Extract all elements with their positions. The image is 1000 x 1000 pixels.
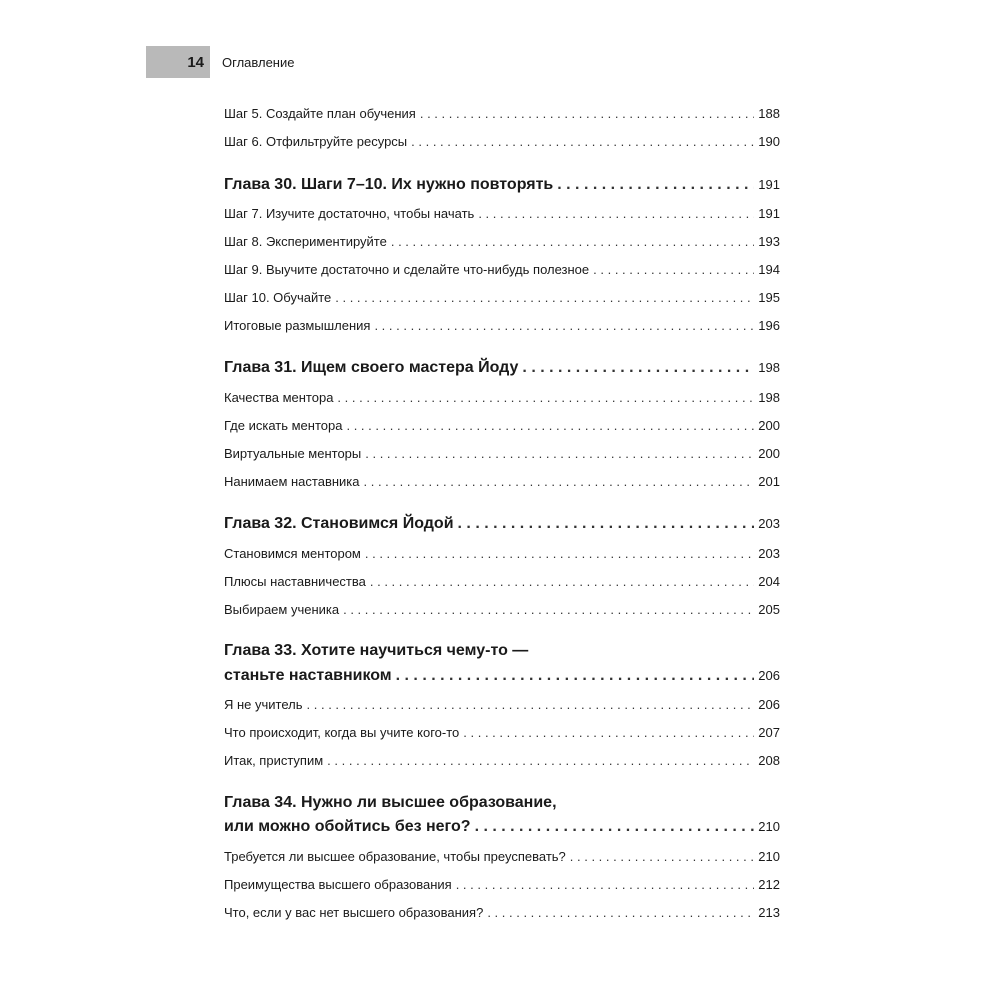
toc-entry-title: Шаг 6. Отфильтруйте ресурсы bbox=[224, 134, 408, 149]
toc-entry bbox=[224, 474, 780, 489]
toc-entry bbox=[224, 574, 780, 589]
toc-entry-title: Шаг 9. Выучите достаточно и сделайте что-нибудь полезное bbox=[224, 262, 590, 277]
toc-entry-title: Становимся ментором bbox=[224, 546, 361, 561]
toc-entry bbox=[224, 206, 780, 221]
leader-dots bbox=[370, 574, 754, 589]
toc-entry-title: Итоговые размышления bbox=[224, 318, 371, 333]
toc-entry-page: 196 bbox=[758, 318, 780, 333]
toc-chapter bbox=[224, 176, 780, 194]
toc-entry-page: 198 bbox=[758, 390, 780, 405]
leader-dots bbox=[463, 725, 754, 740]
toc-entry-title: Выбираем ученика bbox=[224, 602, 340, 617]
leader-dots bbox=[365, 446, 754, 461]
toc-entry-page: 201 bbox=[758, 474, 780, 489]
toc-chapter-title-line1: Глава 34. Нужно ли высшее образование, bbox=[224, 794, 557, 811]
toc-entry-page: 205 bbox=[758, 602, 780, 617]
leader-dots bbox=[364, 474, 755, 489]
toc-chapter bbox=[224, 359, 780, 377]
toc-entry-page: 188 bbox=[758, 106, 780, 121]
toc-entry-title: Итак, приступим bbox=[224, 753, 324, 768]
toc-entry bbox=[224, 905, 780, 920]
toc-chapter-page: 206 bbox=[758, 668, 780, 683]
toc-chapter-title: Глава 31. Ищем своего мастера Йоду bbox=[224, 359, 519, 376]
toc-entry-page: 207 bbox=[758, 725, 780, 740]
toc-entry-page: 208 bbox=[758, 753, 780, 768]
toc-entry-page: 195 bbox=[758, 290, 780, 305]
toc-chapter-title: Глава 32. Становимся Йодой bbox=[224, 515, 454, 532]
toc-chapter-page: 191 bbox=[758, 177, 780, 192]
toc-entry bbox=[224, 290, 780, 305]
leader-dots bbox=[593, 262, 754, 277]
leader-dots bbox=[522, 359, 754, 377]
toc-entry-title: Что, если у вас нет высшего образования? bbox=[224, 905, 484, 920]
leader-dots bbox=[411, 134, 754, 149]
leader-dots bbox=[335, 290, 754, 305]
leader-dots bbox=[570, 849, 755, 864]
leader-dots bbox=[337, 390, 754, 405]
toc-entry-page: 206 bbox=[758, 697, 780, 712]
leader-dots bbox=[307, 697, 755, 712]
toc-entry-page: 204 bbox=[758, 574, 780, 589]
leader-dots bbox=[327, 753, 754, 768]
toc-chapter bbox=[224, 818, 780, 836]
leader-dots bbox=[458, 515, 755, 533]
toc-entry-title: Шаг 8. Экспериментируйте bbox=[224, 234, 387, 249]
leader-dots bbox=[391, 234, 754, 249]
toc-entry bbox=[224, 418, 780, 433]
toc-chapter-title: станьте наставником bbox=[224, 667, 392, 684]
leader-dots bbox=[557, 176, 754, 194]
toc-entry bbox=[224, 546, 780, 561]
toc-entry-page: 212 bbox=[758, 877, 780, 892]
toc-chapter bbox=[224, 515, 780, 533]
toc-entry-title: Виртуальные менторы bbox=[224, 446, 362, 461]
toc-entry-title: Преимущества высшего образования bbox=[224, 877, 452, 892]
toc-chapter-title: Глава 30. Шаги 7–10. Их нужно повторять bbox=[224, 176, 554, 193]
leader-dots bbox=[456, 877, 755, 892]
toc-entry-page: 213 bbox=[758, 905, 780, 920]
toc-entry-title: Требуется ли высшее образование, чтобы преуспевать? bbox=[224, 849, 566, 864]
toc-entry bbox=[224, 849, 780, 864]
leader-dots bbox=[475, 818, 755, 836]
toc-entry-title: Где искать ментора bbox=[224, 418, 343, 433]
toc-entry-title: Что происходит, когда вы учите кого-то bbox=[224, 725, 460, 740]
toc-entry bbox=[224, 753, 780, 768]
toc-entry-title: Нанимаем наставника bbox=[224, 474, 360, 489]
toc-chapter-title-line1: Глава 33. Хотите научиться чему-то — bbox=[224, 642, 529, 659]
leader-dots bbox=[346, 418, 754, 433]
toc-entry-page: 200 bbox=[758, 446, 780, 461]
page-number-box bbox=[146, 46, 210, 78]
toc-entry-title: Шаг 5. Создайте план обучения bbox=[224, 106, 416, 121]
toc-entry-title: Качества ментора bbox=[224, 390, 334, 405]
toc-entry bbox=[224, 234, 780, 249]
toc-entry bbox=[224, 134, 780, 149]
toc-entry bbox=[224, 725, 780, 740]
toc-entry-page: 194 bbox=[758, 262, 780, 277]
toc-entry bbox=[224, 446, 780, 461]
leader-dots bbox=[374, 318, 754, 333]
toc-entry-title: Шаг 7. Изучите достаточно, чтобы начать bbox=[224, 206, 475, 221]
toc-entry-page: 191 bbox=[758, 206, 780, 221]
leader-dots bbox=[487, 905, 754, 920]
toc-chapter-page: 210 bbox=[758, 819, 780, 834]
toc-entry-page: 203 bbox=[758, 546, 780, 561]
page-header bbox=[146, 46, 294, 78]
toc-entry bbox=[224, 106, 780, 121]
leader-dots bbox=[478, 206, 754, 221]
toc-entry bbox=[224, 877, 780, 892]
toc-entry bbox=[224, 318, 780, 333]
toc-chapter-page: 198 bbox=[758, 360, 780, 375]
toc-entry-title: Плюсы наставничества bbox=[224, 574, 366, 589]
toc-entry-title: Я не учитель bbox=[224, 697, 303, 712]
leader-dots bbox=[343, 602, 754, 617]
leader-dots bbox=[420, 106, 754, 121]
leader-dots bbox=[365, 546, 754, 561]
toc-entry bbox=[224, 602, 780, 617]
toc-chapter-page: 203 bbox=[758, 516, 780, 531]
toc-entry-title: Шаг 10. Обучайте bbox=[224, 290, 332, 305]
toc-chapter bbox=[224, 667, 780, 685]
leader-dots bbox=[396, 667, 755, 685]
toc-entry bbox=[224, 697, 780, 712]
toc-entry-page: 190 bbox=[758, 134, 780, 149]
toc-entry-page: 200 bbox=[758, 418, 780, 433]
toc-entry-page: 193 bbox=[758, 234, 780, 249]
toc-entry bbox=[224, 262, 780, 277]
toc-entry bbox=[224, 390, 780, 405]
page-number: 14 bbox=[187, 53, 204, 71]
toc-entry-page: 210 bbox=[758, 849, 780, 864]
running-head: Оглавление bbox=[222, 54, 295, 70]
toc-chapter-title: или можно обойтись без него? bbox=[224, 818, 471, 835]
